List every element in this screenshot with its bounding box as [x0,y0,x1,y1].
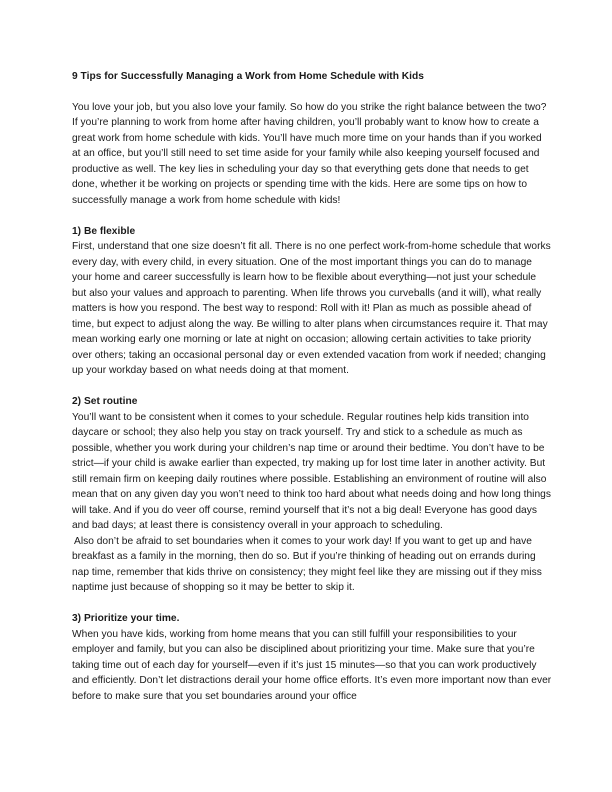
section-paragraph: You’ll want to be consistent when it comes to your schedule. Regular routines help kids transition into daycare or school; they also help you stay on track yourself. Try and stick to a schedule as much as possible, whether you work during your children’s nap time or around their bedtime. You don’t have to be strict—if your child is awake earlier than expected, try making up for lost time later in another activity. But still remain firm on keeping daily routines where possible. Establishing an environment of routine will also mean that on any given day you won’t need to think too hard about what needs doing and how long things will take. And if you do veer off course, remind yourself that it’s not a big deal! Everyone has good days and bad days; at least there is consistency overall in your approach to scheduling. [72,411,551,531]
section-heading: 2) Set routine [72,396,138,407]
section-heading: 3) Prioritize your time. [72,613,180,624]
section-set-routine [72,394,552,596]
intro-paragraph: You love your job, but you also love your family. So how do you strike the right balance between the two? If you’re planning to work from home after having children, you’ll probably want to know how to create a great work from home schedule with kids. You’ll have much more time on your hands than if you worked at an office, but you’ll still need to set time aside for your family while also keeping yourself focused and productive as well. The key lies in scheduling your day so that everything gets done that needs to get done, whether it be working on projects or spending time with the kids. Here are some tips on how to successfully manage a work from home schedule with kids! [72,101,547,206]
section-heading: 1) Be flexible [72,225,136,237]
section-paragraph: When you have kids, working from home means that you can still fulfill your responsibilities to your employer and family, but you can also be disciplined about prioritizing your time. Make sure that you’re taking time out of each day for yourself—even if it’s just 15 minutes—so that you can work productively and efficiently. Don’t let distractions derail your home office efforts. It’s even more important now than ever before to make sure that you set boundaries around your office [72,628,552,702]
document-body [72,69,552,720]
section-paragraph: First, understand that one size doesn’t fit all. There is no one perfect work-from-home schedule that works every day, with every child, in every situation. One of the most important things you can do to manage your home and career successfully is learn how to be flexible about everything—not just your schedule but also your values and approach to parenting. When life throws you curveballs (and it will), what really matters is how you respond. The best way to respond: Roll with it! Plan as much as possible ahead of time, but expect to adjust along the way. Be willing to alter plans when circumstances require it. That may mean working early one morning or late at night on occasion; allowing certain activities to take priority over others; taking an occasional personal day or even extended vacation from work if needed; changing up your workday based on what needs doing at that moment. [72,241,551,376]
section-paragraph: Also don’t be afraid to set boundaries when it comes to your work day! If you want to get up and have breakfast as a family in the morning, then do so. But if you’re thinking of heading out on errands during nap time, remember that kids thrive on consistency; they might feel like they are missing out if they miss naptime just because of shopping so it may be better to skip it. [72,535,542,593]
document-title: 9 Tips for Successfully Managing a Work from Home Schedule with Kids [72,71,424,82]
section-prioritize-time [72,611,552,704]
section-be-flexible [72,224,552,379]
